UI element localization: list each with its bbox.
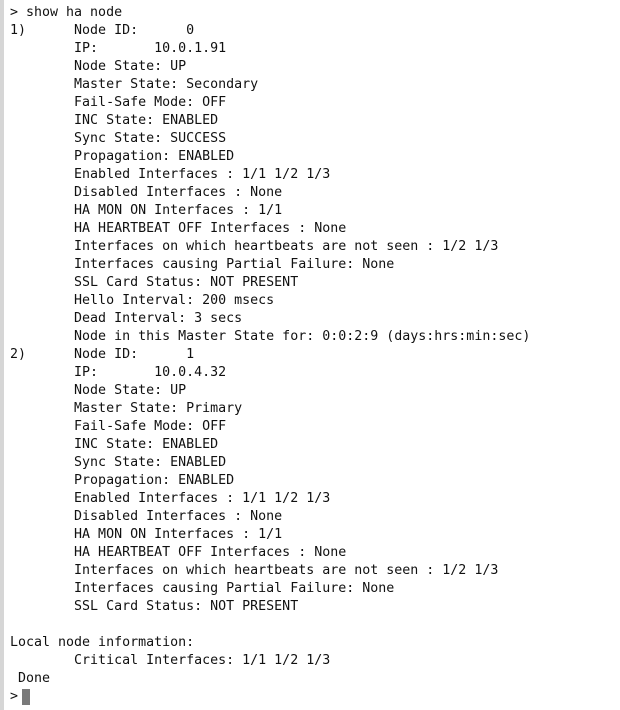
output-line: Interfaces on which heartbeats are not seen : 1/2 1/3 xyxy=(10,239,499,254)
prompt-symbol: > xyxy=(10,689,19,704)
output-line: HA MON ON Interfaces : 1/1 xyxy=(10,203,283,218)
output-line: Node State: UP xyxy=(10,383,187,398)
output-line: SSL Card Status: NOT PRESENT xyxy=(10,599,299,614)
output-line: Sync State: SUCCESS xyxy=(10,131,227,146)
output-line: HA MON ON Interfaces : 1/1 xyxy=(10,527,283,542)
output-line: IP: 10.0.1.91 xyxy=(10,41,227,56)
text-cursor xyxy=(22,689,30,705)
output-line: Disabled Interfaces : None xyxy=(10,185,283,200)
output-line: > show ha node xyxy=(10,5,123,20)
output-line: Node in this Master State for: 0:0:2:9 (days:hrs:min:sec) xyxy=(10,329,531,344)
output-line: Local node information: xyxy=(10,635,195,650)
output-line: Interfaces causing Partial Failure: None xyxy=(10,257,395,272)
output-line: HA HEARTBEAT OFF Interfaces : None xyxy=(10,221,347,236)
output-line: Master State: Primary xyxy=(10,401,243,416)
output-line: Hello Interval: 200 msecs xyxy=(10,293,275,308)
output-line: Dead Interval: 3 secs xyxy=(10,311,243,326)
output-line: 1) Node ID: 0 xyxy=(10,23,195,38)
output-line: Fail-Safe Mode: OFF xyxy=(10,419,227,434)
output-line: Enabled Interfaces : 1/1 1/2 1/3 xyxy=(10,491,331,506)
output-line: INC State: ENABLED xyxy=(10,437,219,452)
output-line: Propagation: ENABLED xyxy=(10,149,235,164)
output-line: Master State: Secondary xyxy=(10,77,259,92)
output-line: Interfaces causing Partial Failure: None xyxy=(10,581,395,596)
output-line: Sync State: ENABLED xyxy=(10,455,227,470)
output-line: INC State: ENABLED xyxy=(10,113,219,128)
output-line: Enabled Interfaces : 1/1 1/2 1/3 xyxy=(10,167,331,182)
output-line: HA HEARTBEAT OFF Interfaces : None xyxy=(10,545,347,560)
terminal-output xyxy=(10,4,620,688)
output-line: IP: 10.0.4.32 xyxy=(10,365,227,380)
output-line: Critical Interfaces: 1/1 1/2 1/3 xyxy=(10,653,331,668)
output-line: Fail-Safe Mode: OFF xyxy=(10,95,227,110)
output-line: Interfaces on which heartbeats are not seen : 1/2 1/3 xyxy=(10,563,499,578)
output-line: 2) Node ID: 1 xyxy=(10,347,195,362)
output-line xyxy=(10,616,620,634)
output-line: SSL Card Status: NOT PRESENT xyxy=(10,275,299,290)
output-line: Node State: UP xyxy=(10,59,187,74)
output-line: Disabled Interfaces : None xyxy=(10,509,283,524)
output-line: Propagation: ENABLED xyxy=(10,473,235,488)
output-line: Done xyxy=(10,671,51,686)
command-prompt[interactable] xyxy=(10,688,30,706)
